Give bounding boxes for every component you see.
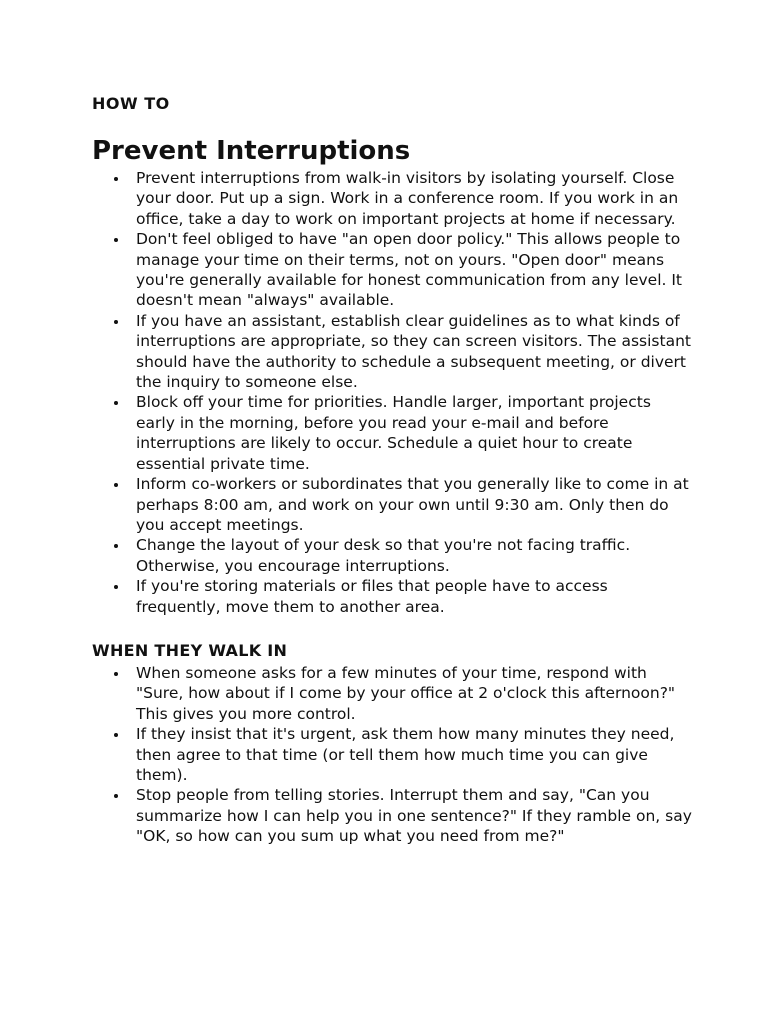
list-item: When someone asks for a few minutes of your time, respond with "Sure, how about if I come by your office at 2 o'clock this afternoon?" This gives you more control. [92, 663, 692, 724]
list-item: If you're storing materials or files that people have to access frequently, move them to another area. [92, 576, 692, 617]
list-item: Inform co-workers or subordinates that you generally like to come in at perhaps 8:00 am, and work on your own until 9:30 am. Only then do you accept meetings. [92, 474, 692, 535]
list-item: Stop people from telling stories. Interrupt them and say, "Can you summarize how I can help you in one sentence?" If they ramble on, say "OK, so how can you sum up what you need from me?" [92, 785, 692, 846]
list-item: If they insist that it's urgent, ask them how many minutes they need, then agree to that time (or tell them how much time you can give them). [92, 724, 692, 785]
kicker-heading: HOW TO [92, 94, 170, 113]
page-title: Prevent Interruptions [92, 136, 411, 166]
list-item: Prevent interruptions from walk-in visitors by isolating yourself. Close your door. Put up a sign. Work in a conference room. If you work in an office, take a day to work on important projects at home if necessary. [92, 168, 692, 229]
list-item: If you have an assistant, establish clear guidelines as to what kinds of interruptions are appropriate, so they can screen visitors. The assistant should have the authority to schedule a subsequent meeting, or divert the inquiry to someone else. [92, 311, 692, 393]
list-item: Change the layout of your desk so that you're not facing traffic. Otherwise, you encourage interruptions. [92, 535, 692, 576]
document-page [92, 92, 692, 847]
walk-in-list [92, 663, 692, 847]
list-item: Block off your time for priorities. Handle larger, important projects early in the morning, before you read your e-mail and before interruptions are likely to occur. Schedule a quiet hour to create essential private time. [92, 392, 692, 474]
tips-list [92, 168, 692, 617]
section-heading: WHEN THEY WALK IN [92, 640, 288, 660]
list-item: Don't feel obliged to have "an open door policy." This allows people to manage your time on their terms, not on yours. "Open door" means you're generally available for honest communication from any level. It doesn't mean "always" available. [92, 229, 692, 311]
